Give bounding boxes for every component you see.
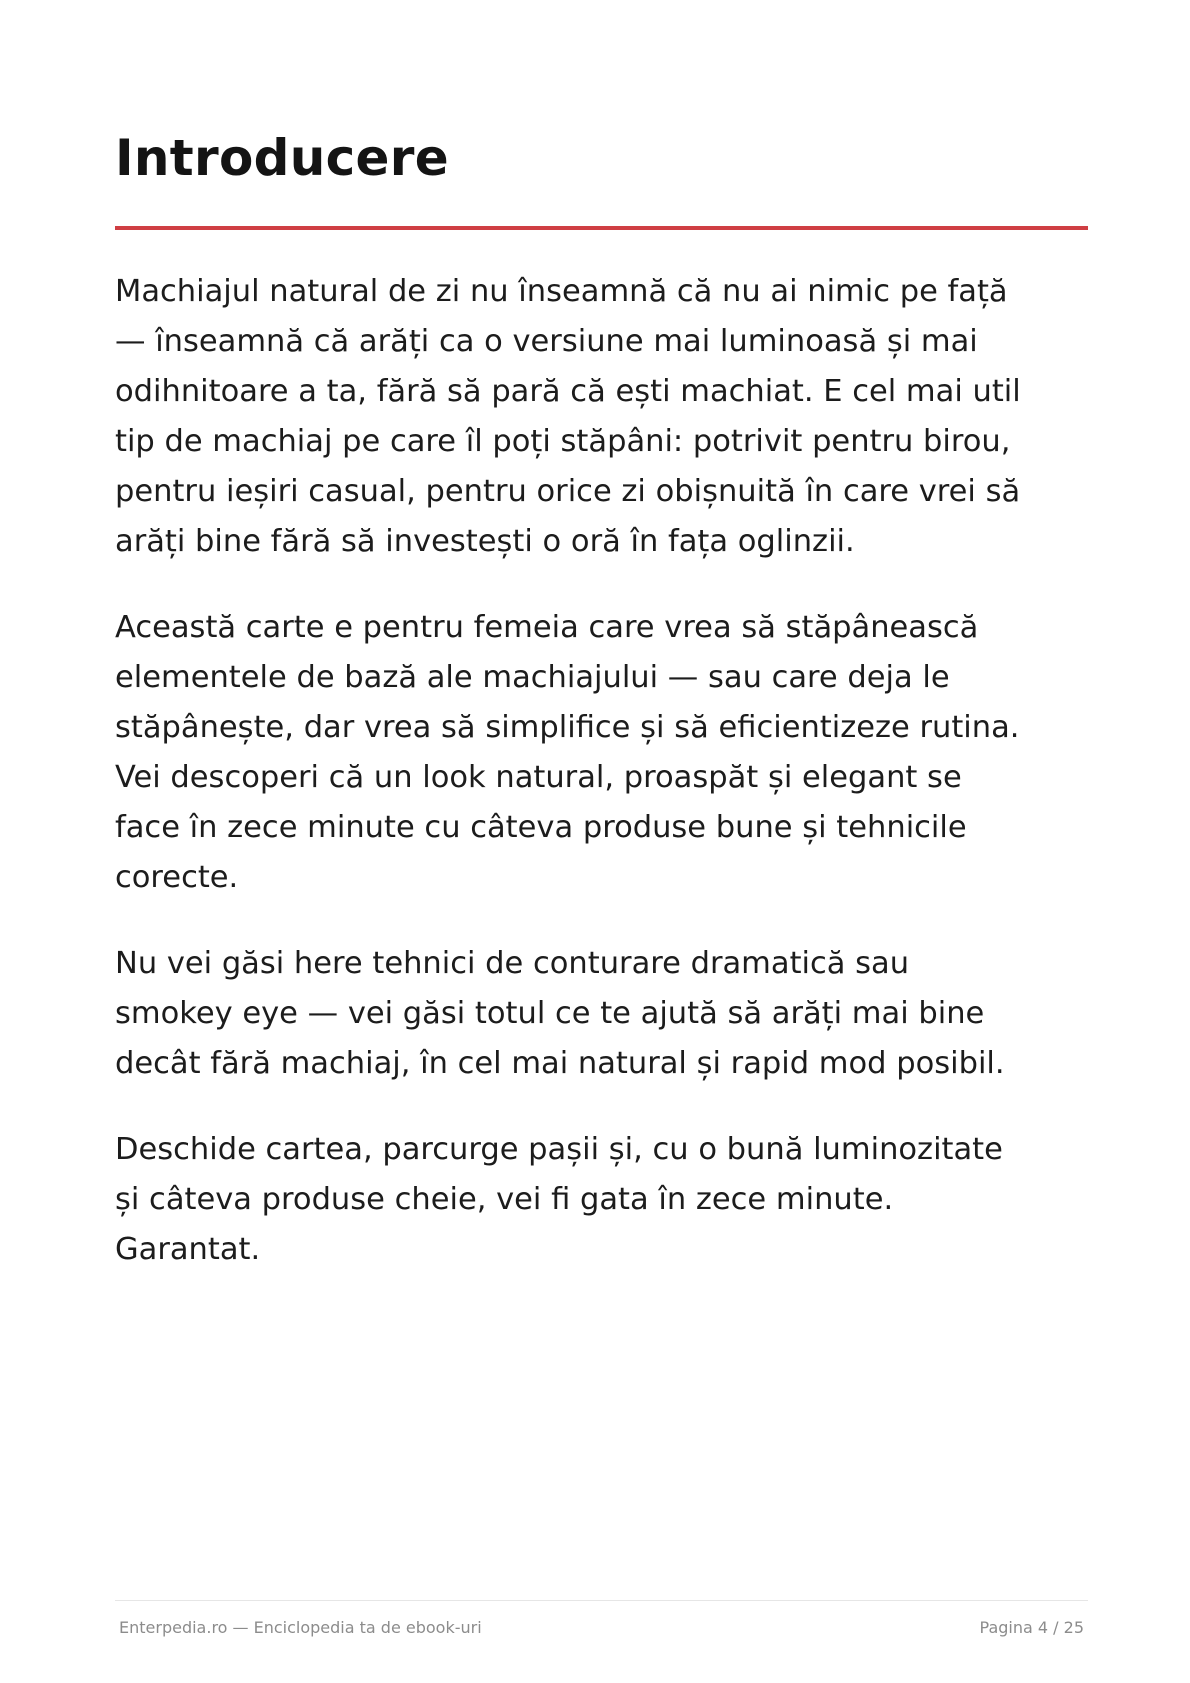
- title-underline-divider: [115, 226, 1088, 230]
- paragraph-2: Această carte e pentru femeia care vrea să stăpânească elementele de bază ale machiajului — sau care deja le stăpânește, dar vrea să simplifice și să eficientizeze rutina. Vei descoperi că un look natural, proaspăt și elegant se face în zece minute cu câteva produse bune și tehnicile corecte.: [115, 610, 1020, 895]
- page-title: Introducere: [115, 129, 449, 187]
- paragraph-1: Machiajul natural de zi nu înseamnă că nu ai nimic pe față — înseamnă că arăți ca o versiune mai luminoasă și mai odihnitoare a ta, fără să pară că ești machiat. E cel mai util tip de machiaj pe care îl poți stăpâni: potrivit pentru birou, pentru ieșiri casual, pentru orice zi obișnuită în care vrei să arăți bine fără să investești o oră în fața oglinzii.: [115, 274, 1021, 559]
- body-text: [115, 267, 1105, 1311]
- footer-divider: [115, 1600, 1088, 1601]
- paragraph-4: Deschide cartea, parcurge pașii și, cu o bună luminozitate și câteva produse cheie, vei fi gata în zece minute. Garantat.: [115, 1132, 1003, 1267]
- footer-site-name: Enterpedia.ro — Enciclopedia ta de ebook-uri: [119, 1618, 482, 1637]
- paragraph-3: Nu vei găsi here tehnici de conturare dramatică sau smokey eye — vei găsi totul ce te ajută să arăți mai bine decât fără machiaj, în cel mai natural și rapid mod posibil.: [115, 946, 1005, 1081]
- footer-page-number: Pagina 4 / 25: [979, 1618, 1084, 1637]
